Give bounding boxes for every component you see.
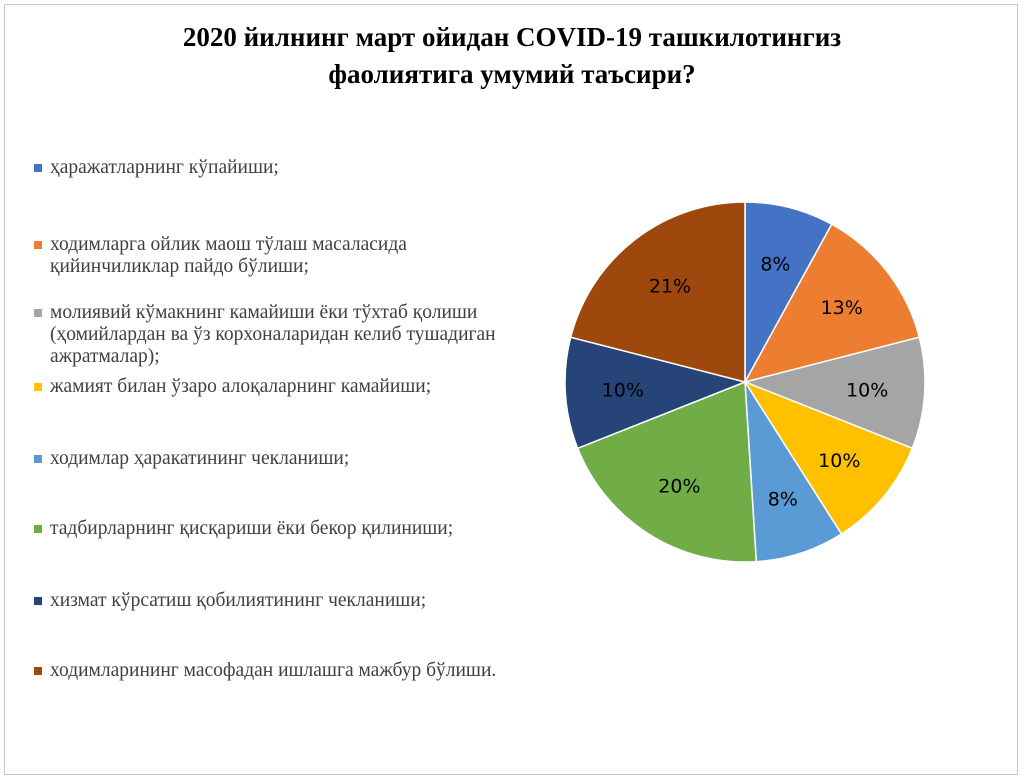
- chart-title-line-1: 2020 йилнинг март ойидан COVID-19 ташкилотингиз: [182, 22, 842, 52]
- legend-label-1: ҳаражатларнинг кўпайиши;: [50, 157, 279, 178]
- legend-label-4: жамият билан ўзаро алоқаларнинг камайиши;: [50, 376, 432, 397]
- legend-label-5: ходимлар ҳаракатининг чекланиши;: [50, 448, 350, 469]
- legend-label-2: ходимларга ойлик маош тўлаш масаласида қийинчиликлар пайдо бўлиши;: [50, 234, 407, 277]
- pie-data-label-5: 8%: [767, 488, 798, 511]
- pie-data-label-1: 8%: [760, 253, 791, 276]
- pie-data-label-6: 20%: [658, 475, 701, 498]
- pie-data-label-8: 21%: [648, 275, 692, 298]
- pie-data-label-3: 10%: [846, 379, 889, 402]
- pie-data-label-4: 10%: [818, 450, 861, 472]
- chart-title-line-2: фаолиятига умумий таъсири?: [328, 59, 696, 89]
- legend-label-6: тадбирларнинг қисқариши ёки бекор қилиниши;: [50, 518, 454, 539]
- pie-data-label-7: 10%: [601, 379, 644, 402]
- legend-label-3: молиявий кўмакнинг камайиши ёки тўхтаб қолиши (ҳомийлардан ва ўз корхоналаридан келиб тушадиган ажратмалар);: [50, 302, 496, 367]
- legend-label-7: хизмат кўрсатиш қобилиятининг чекланиши;: [50, 590, 427, 611]
- legend-label-8: ходимларининг масофадан ишлашга мажбур бўлиши.: [50, 660, 497, 681]
- pie-data-label-2: 13%: [820, 297, 863, 319]
